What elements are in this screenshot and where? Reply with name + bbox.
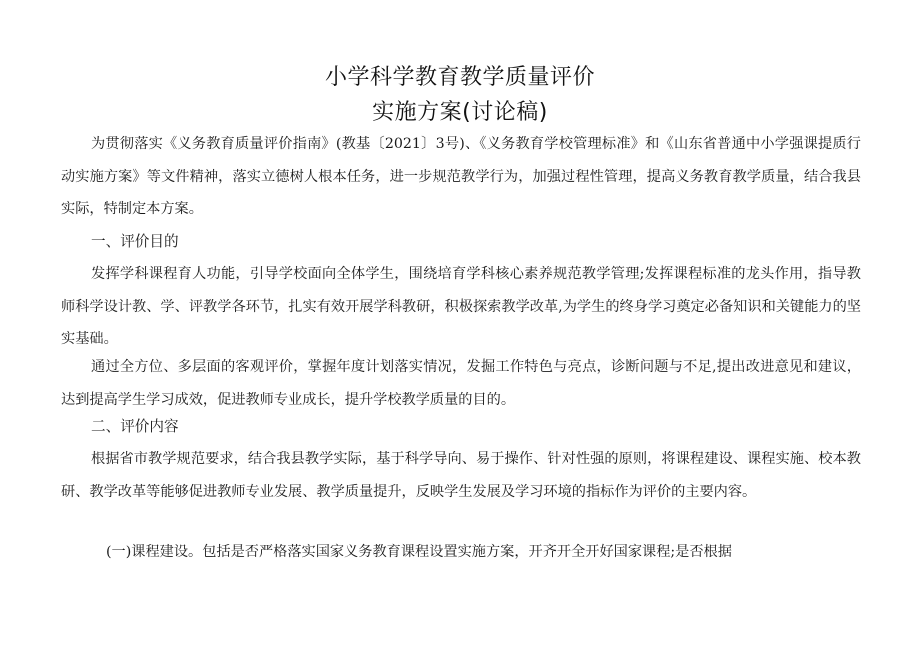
purpose-paragraph-1: 发挥学科课程育人功能，引导学校面向全体学生，围绕培育学科核心素养规范教学管理;发挥课程标准的龙头作用，指导教师科学设计教、学、评教学各环节，扎实有效开展学科教研，积极探索教学改革,为学生的终身学习奠定必备知识和关键能力的坚实基础。	[61, 266, 861, 347]
document-title: 小学科学教育教学质量评价	[324, 65, 595, 90]
purpose-paragraph-2: 通过全方位、多层面的客观评价，掌握年度计划落实情况，发掘工作特色与亮点，诊断问题与不足,提出改进意见和建议，达到提高学生学习成效，促进教师专业成长，提升学校教学质量的目的。	[61, 359, 861, 408]
intro-paragraph: 为贯彻落实《义务教育质量评价指南》(教基〔2021〕3号)、《义务教育学校管理标准》和《山东省普通中小学强课提质行动实施方案》等文件精神，落实立德树人根本任务，进一步规范教学行为，加强过程性管理，提高义务教育教学质量，结合我县实际，特制定本方案。	[61, 136, 861, 217]
section-heading-purpose: 一、评价目的	[91, 233, 179, 250]
document-subtitle: 实施方案(讨论稿)	[372, 100, 548, 125]
content-item-curriculum: (一)课程建设。包括是否严格落实国家义务教育课程设置实施方案，开齐开全开好国家课程;是否根据	[106, 544, 732, 560]
section-heading-content: 二、评价内容	[91, 418, 179, 435]
content-paragraph-1: 根据省市教学规范要求，结合我县教学实际，基于科学导向、易于操作、针对性强的原则，将课程建设、课程实施、校本教研、教学改革等能够促进教师专业发展、教学质量提升，反映学生发展及学习环境的指标作为评价的主要内容。	[61, 451, 861, 500]
